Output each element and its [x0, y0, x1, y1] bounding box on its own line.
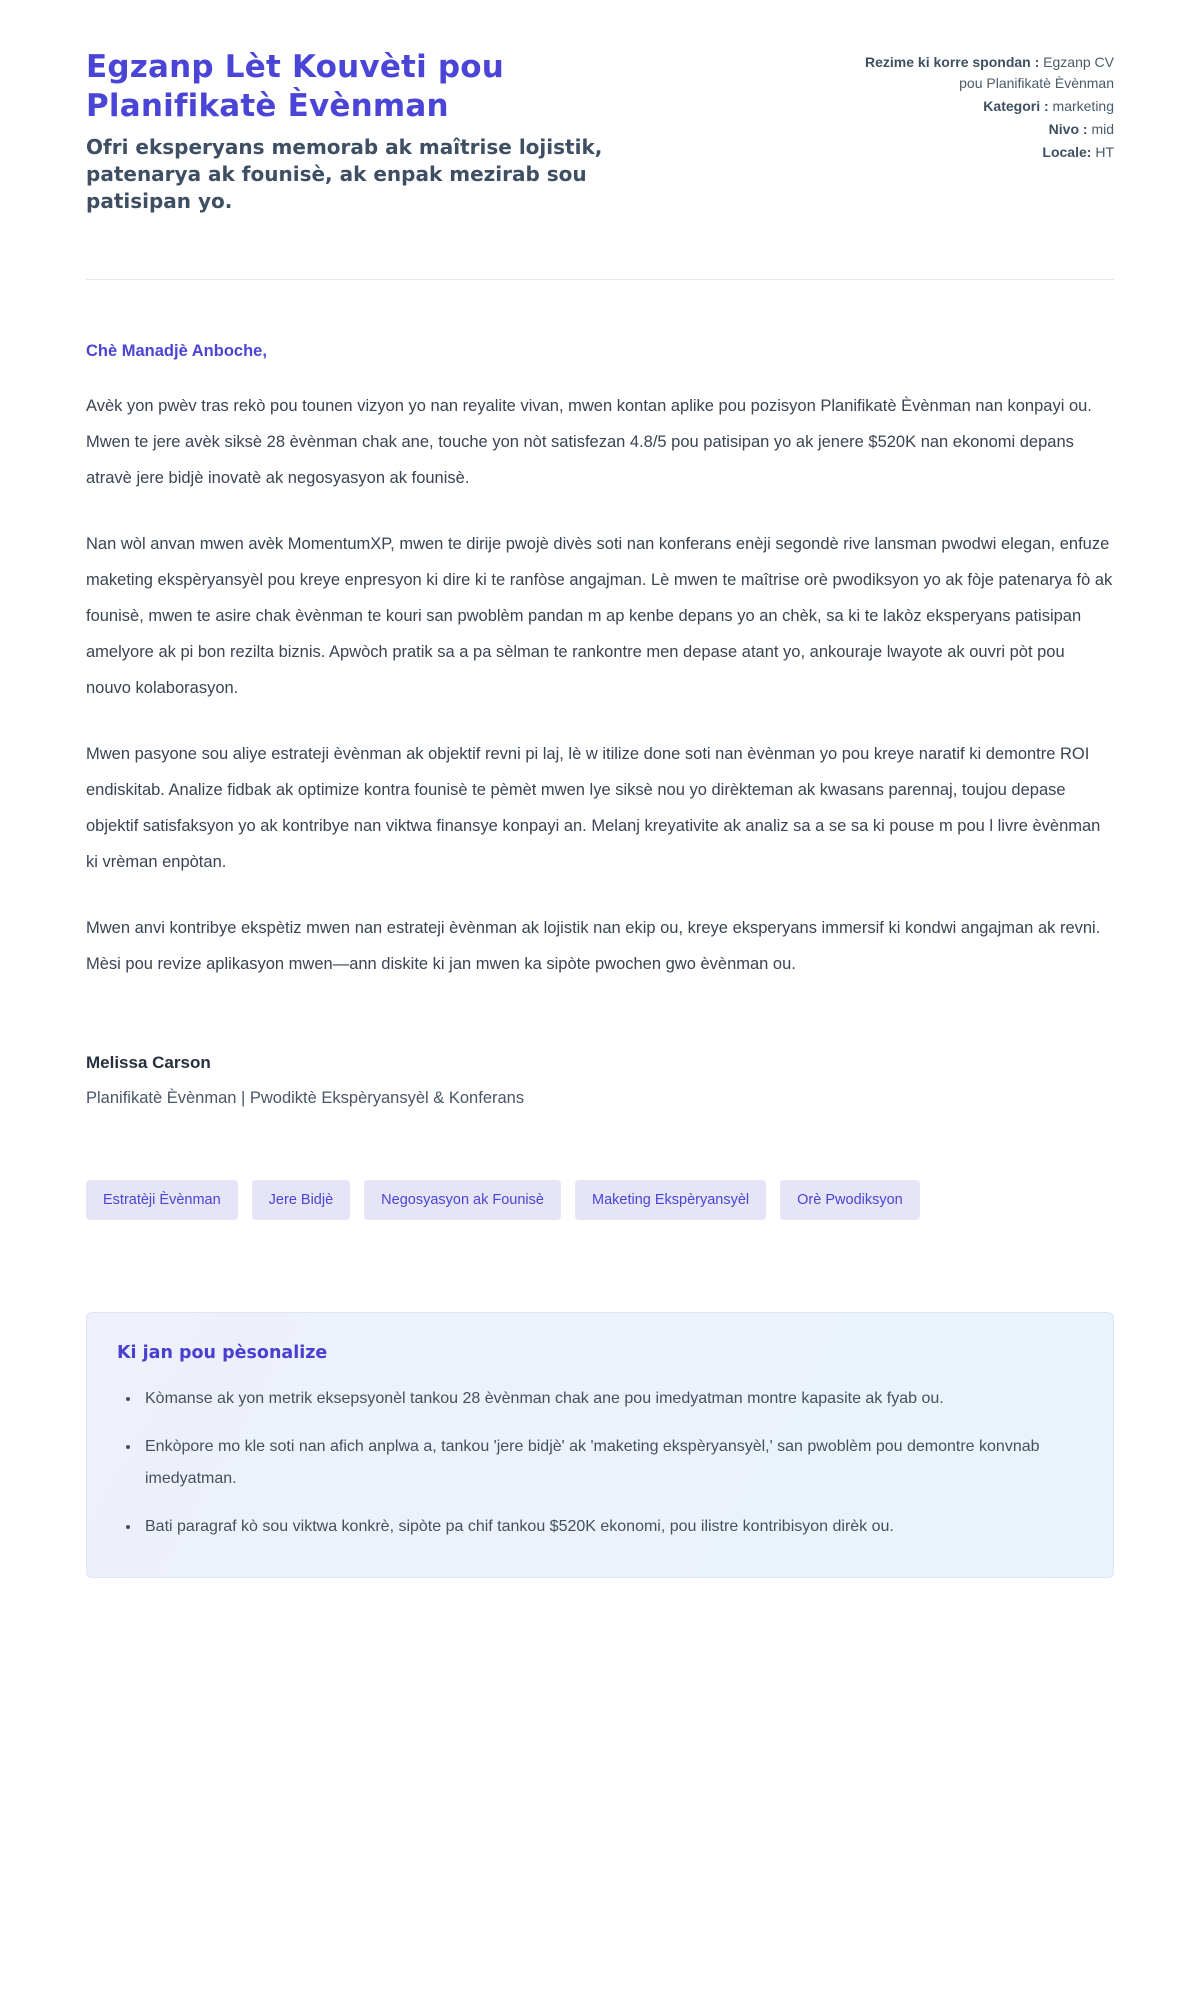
page-title: Egzanp Lèt Kouvèti pou Planifikatè Èvènman — [86, 49, 505, 125]
doc-header-left — [86, 48, 606, 215]
meta-row-locale — [864, 142, 1114, 163]
signature-role: Planifikatè Èvènman | Pwodiktè Ekspèryansyèl & Konferans — [86, 1088, 525, 1107]
meta-value-matching-resume: Egzanp CV pou Planifikatè Èvènman — [959, 54, 1114, 91]
personalization-tips-callout — [86, 1312, 1114, 1578]
meta-value-category: marketing — [1052, 98, 1114, 114]
letter-paragraph-4: Mwen anvi kontribye ekspètiz mwen nan estrateji èvènman ak lojistik nan ekip ou, kreye eksperyans immersif ki kondwi angajman ak revni. Mèsi pou revize aplikasyon mwen—ann diskite ki jan mwen ka sipòte pwochen gwo èvènman ou. — [86, 918, 1101, 973]
skill-tag-list — [86, 1180, 986, 1221]
letter-paragraph-3: Mwen pasyone sou aliye estrateji èvènman ak objektif revni pi laj, lè w itilize done soti nan èvènman yo pou kreye naratif ki demontre ROI endiskitab. Analize fidbak ak optimize kontra founisè te pèmèt mwen lye siksè nou yo dirèkteman ak kwasans parennaj, toujou depase objektif satisfaksyon yo ak kontribye nan viktwa finansye konpayi an. Melanj kreyativite ak analiz sa a se sa ki pouse m pou l livre èvènman ki vrèman enpòtan. — [86, 744, 1101, 871]
skill-tag: Estratèji Èvènman — [86, 1180, 238, 1221]
meta-label: Rezime ki korre spondan : — [865, 54, 1044, 70]
meta-block — [864, 48, 1114, 165]
letter-body — [86, 342, 1114, 1108]
meta-label: Kategori : — [983, 98, 1053, 114]
tip-item: • Kòmanse ak yon metrik eksepsyonèl tankou 28 èvènman chak ane pou imedyatman montre kapasite ak fyab ou. — [141, 1383, 1083, 1415]
meta-value-level: mid — [1091, 121, 1114, 137]
meta-row-category — [864, 96, 1114, 117]
meta-row-level — [864, 119, 1114, 140]
tips-title: Ki jan pou pèsonalize — [117, 1343, 328, 1364]
tip-item: • Bati paragraf kò sou viktwa konkrè, sipòte pa chif tankou $520K ekonomi, pou ilistre kontribisyon dirèk ou. — [141, 1511, 1083, 1543]
signature-block — [86, 1053, 1114, 1108]
letter-greeting: Chè Manadjè Anboche, — [86, 342, 267, 361]
skill-tag: Negosyasyon ak Founisè — [364, 1180, 561, 1221]
skill-tag: Maketing Ekspèryansyèl — [575, 1180, 766, 1221]
signature-name: Melissa Carson — [86, 1052, 211, 1072]
letter-paragraph-2: Nan wòl anvan mwen avèk MomentumXP, mwen te dirije pwojè divès soti nan konferans enèji segondè rive lansman pwodwi elegan, enfuze maketing ekspèryansyèl pou kreye enpresyon ki dire ki te ranfòse angajman. Lè mwen te maîtrise orè pwodiksyon yo ak fòje patenarya fò ak founisè, mwen te asire chak èvènman te kouri san pwoblèm pandan m ap kenbe depans yo an chèk, sa ki te lakòz eksperyans patisipan amelyore ak pi bon rezilta biznis. Apwòch pratik sa a pa sèlman te rankontre men depase atant yo, ankouraje lwayote ak ouvri pòt pou nouvo kolaborasyon. — [86, 535, 1113, 697]
meta-label: Nivo : — [1048, 121, 1092, 137]
letter-paragraph-1: Avèk yon pwèv tras rekò pou tounen vizyon yo nan reyalite vivan, mwen kontan aplike pou pozisyon Planifikatè Èvènman nan konpayi ou. Mwen te jere avèk siksè 28 èvènman chak ane, touche yon nòt satisfezan 4.8/5 pou patisipan yo ak jenere $520K nan ekonomi depans atravè jere bidjè inovatè ak negosyasyon ak founisè. — [86, 397, 1092, 488]
doc-header — [86, 48, 1114, 215]
header-divider — [86, 279, 1114, 280]
page-subtitle: Ofri eksperyans memorab ak maîtrise lojistik, patenarya ak founisè, ak enpak mezirab sou patisipan yo. — [86, 135, 603, 214]
meta-value-locale: HT — [1095, 144, 1114, 160]
meta-row-matching-resume — [864, 52, 1114, 94]
skill-tag: Orè Pwodiksyon — [780, 1180, 920, 1221]
meta-label: Locale: — [1042, 144, 1096, 160]
skill-tag: Jere Bidjè — [252, 1180, 350, 1221]
tip-item: • Enkòpore mo kle soti nan afich anplwa a, tankou 'jere bidjè' ak 'maketing ekspèryansyèl,' san pwoblèm pou demontre konvnab imedyatman. — [141, 1431, 1083, 1495]
tips-list — [117, 1383, 1083, 1543]
